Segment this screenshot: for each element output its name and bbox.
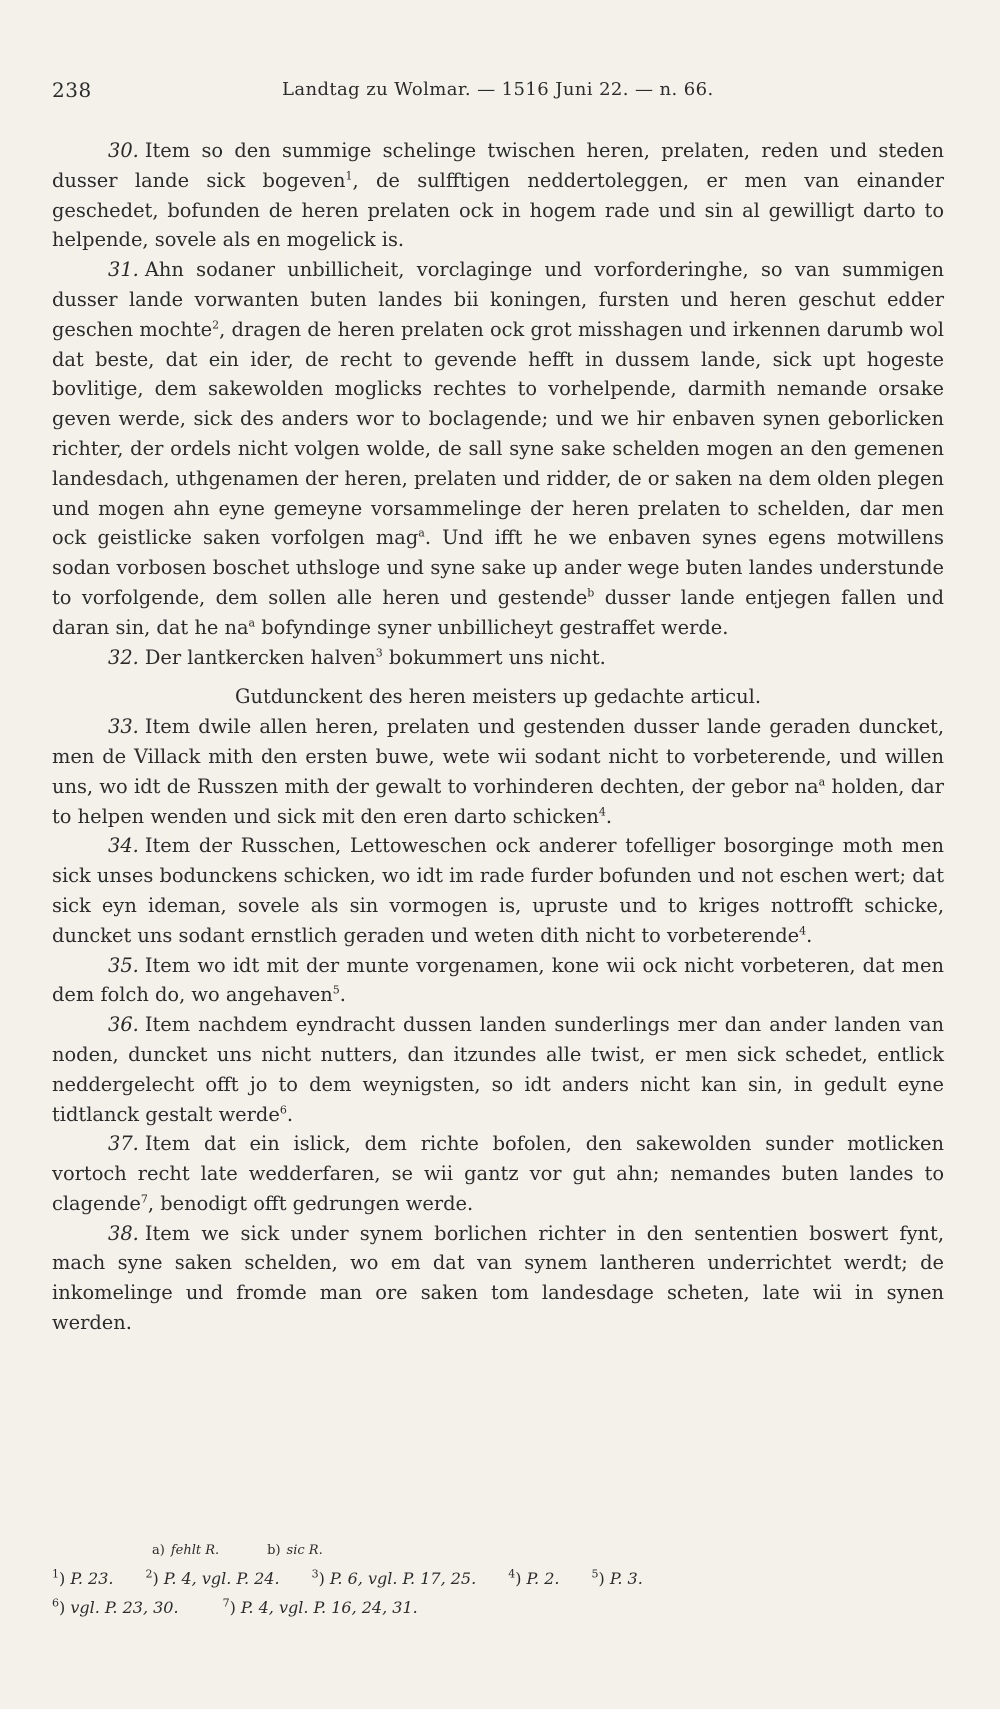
text-run: Item wo idt mit der munte vorgenamen, kone wii ock nicht vorbeteren, dat men dem folch do, wo angehaven — [52, 953, 944, 1007]
paragraph-31 — [52, 255, 944, 642]
paragraph-34 — [52, 831, 944, 950]
paragraph-38 — [52, 1219, 944, 1338]
text-run: Der lantkercken halven — [144, 645, 376, 669]
section-heading: Gutdunckent des heren meisters up gedachte articul. — [235, 685, 761, 709]
footnote-ref: a — [418, 526, 425, 540]
footnote-text: P. 3. — [609, 1569, 643, 1588]
text-run: . Und ifft he we enbaven synes egens motwillens sodan vorbosen boschet uthsloge und syne sake up ander wege buten landes understunde to vorfolgende, dem sollen alle heren und gestende — [52, 526, 944, 609]
text-run: Item nachdem eyndracht dussen landen sunderlings mer dan ander landen van noden, duncket uns nicht nutters, dan itzundes alle twist, er men sick schedet, entlick neddergelecht offt jo to dem weynigsten, so idt anders nicht kan sin, in gedult eyne tidtlanck gestalt werde — [52, 1013, 944, 1126]
text-run: Item dwile allen heren, prelaten und gestenden dusser lande geraden duncket, men de Villack mith den ersten buwe, wete wii sodant nicht to vorbeterende, und willen uns, wo idt de Russzen mith der gewalt to vorhinderen dechten, der gebor na — [52, 715, 944, 798]
source-notes — [52, 1564, 944, 1622]
footnote — [145, 1564, 279, 1593]
footnote-mark: 4 — [508, 1567, 516, 1581]
footnote-text: vgl. P. 23, 30. — [70, 1598, 179, 1617]
text-run: Item dat ein islick, dem richte bofolen, den sakewolden sunder motlicken vortoch recht late wedderfaren, se wii gantz vor gut ahn; nemandes buten landes to clagende — [52, 1132, 944, 1215]
paragraph-number: 30. — [108, 139, 139, 162]
textcrit-mark: a) — [152, 1543, 165, 1558]
paren: ) — [229, 1598, 241, 1617]
text-run: holden, dar to helpen wenden und sick mit den eren darto schicken — [52, 774, 945, 828]
footnote-mark: 7 — [222, 1596, 230, 1610]
paragraph-number: 34. — [108, 834, 139, 858]
textcrit-text: fehlt R. — [170, 1543, 220, 1558]
footnote — [591, 1564, 642, 1593]
text-run: . — [605, 804, 612, 828]
paragraph-33 — [52, 712, 944, 831]
running-head: Landtag zu Wolmar. — 1516 Juni 22. — n. 66. — [282, 79, 714, 100]
text-run: Item we sick under synem borlichen richter in den sententien boswert fynt, mach syne saken schelden, wo em dat van synem lantheren underrichtet werdt; de inkomelinge und fromde man ore saken tom landesdage scheten, late wii in synen werden. — [52, 1221, 944, 1335]
footnote-text: P. 4, vgl. P. 16, 24, 31. — [240, 1598, 418, 1617]
paren: ) — [598, 1569, 610, 1588]
paragraph-number: 33. — [108, 715, 139, 739]
footnote-ref: 4 — [598, 805, 606, 819]
footnote-mark: 3 — [311, 1567, 319, 1581]
footnote-mark: 2 — [145, 1567, 153, 1581]
paren: ) — [59, 1569, 71, 1588]
textcrit-note — [267, 1543, 323, 1558]
footnote-ref: a — [818, 775, 826, 789]
paragraph-number: 32. — [108, 645, 139, 669]
main-text — [52, 136, 944, 1338]
paren: ) — [59, 1598, 71, 1617]
textcrit-mark: b) — [267, 1543, 281, 1558]
footnote-mark: 5 — [591, 1567, 599, 1581]
footnote — [508, 1564, 559, 1593]
footnote-mark: 1 — [52, 1567, 59, 1581]
footnote-text: P. 6, vgl. P. 17, 25. — [329, 1569, 477, 1588]
footnote — [312, 1564, 477, 1593]
footnote-ref: 6 — [279, 1103, 287, 1117]
page-number: 238 — [52, 78, 92, 102]
text-run: dusser lande entjegen fallen und daran sin, dat he na — [52, 585, 944, 639]
footnote-ref: 5 — [332, 983, 340, 997]
paragraph-30 — [52, 136, 944, 255]
text-run: Ahn sodaner unbillicheit, vorclaginge und vorforderinghe, so van summigen dusser lande vorwanten buten landes bii koningen, fursten und heren geschut edder geschen mochte — [52, 258, 944, 341]
text-run: , benodigt offt gedrungen werde. — [147, 1191, 474, 1215]
paren: ) — [515, 1569, 527, 1588]
footnote-mark: 6 — [52, 1596, 59, 1610]
footnote — [52, 1593, 179, 1622]
text-run: , de sulfftigen neddertoleggen, er men van einander geschedet, bofunden de heren prelaten ock in hogem rade und sin al gewilligt darto to helpende, sovele als en mogelick is. — [52, 168, 944, 252]
paragraph-number: 38. — [108, 1221, 139, 1245]
footnote-text: P. 23. — [70, 1569, 114, 1588]
footnote — [223, 1593, 418, 1622]
text-run: bokummert uns nicht. — [382, 645, 606, 669]
text-run: Item der Russchen, Lettoweschen ock anderer tofelliger bosorginge moth men sick unses bodunckens schicken, wo idt im rade furder bofunden und not eschen wert; dat sick eyn ideman, sovele als sin vormogen is, upruste und to kriges nottrofft schicke, duncket uns sodant ernstlich geraden und weten dith nicht to vorbeterende — [52, 834, 944, 947]
footnote-ref: 7 — [140, 1192, 148, 1206]
paragraph-36 — [52, 1010, 944, 1129]
paren: ) — [318, 1569, 330, 1588]
footnote-ref: 1 — [345, 169, 353, 183]
footnote-ref: 4 — [799, 924, 807, 938]
paragraph-number: 37. — [108, 1132, 139, 1156]
paragraph-number: 36. — [108, 1013, 139, 1037]
footnote-ref: b — [587, 586, 595, 600]
text-run: bofyndinge syner unbillicheyt gestraffet werde. — [255, 615, 729, 639]
paragraph-32 — [52, 643, 944, 673]
footnote — [52, 1564, 113, 1593]
paren: ) — [152, 1569, 164, 1588]
footnote-text: P. 4, vgl. P. 24. — [163, 1569, 280, 1588]
textcrit-note — [152, 1543, 219, 1558]
page-header — [52, 78, 946, 108]
footnote-ref: 3 — [375, 646, 383, 660]
text-run: Item so den summige schelinge twischen heren, prelaten, reden und steden dusser lande sick bogeven — [52, 139, 944, 192]
text-run: . — [806, 923, 813, 947]
paragraph-number: 35. — [108, 953, 139, 977]
notes-line — [52, 1593, 944, 1622]
footnote-ref: a — [248, 616, 256, 630]
text-run: . — [286, 1102, 293, 1126]
footnote-ref: 2 — [212, 318, 220, 332]
paragraph-37 — [52, 1129, 944, 1218]
paragraph-35 — [52, 951, 944, 1011]
textcrit-text: sic R. — [286, 1543, 323, 1558]
text-run: , dragen de heren prelaten ock grot misshagen und irkennen darumb wol dat beste, dat ein ider, de recht to gevende hefft in dussem lande, sick upt hogeste bovlitige, dem sakewolden moglicks rechtes to vorhelpende, darmith nemande orsake geven werde, sick des anders wor to boclagende; und we hir enbaven synen geborlicken richter, der ordels nicht volgen wolde, de sall syne sake schelden mogen an den gemenen landesdach, uthgenamen der heren, prelaten und ridder, de or saken na dem olden plegen und mogen ahn eyne gemeyne vorsammelinge der heren prelaten to schelden, dar men ock geistlicke saken vorfolgen mag — [52, 317, 944, 550]
notes-line — [52, 1564, 944, 1593]
textcritical-notes — [152, 1538, 944, 1564]
paragraph-number: 31. — [108, 258, 139, 282]
text-run: . — [339, 983, 346, 1007]
footnotes — [52, 1538, 944, 1622]
footnote-text: P. 2. — [526, 1569, 560, 1588]
